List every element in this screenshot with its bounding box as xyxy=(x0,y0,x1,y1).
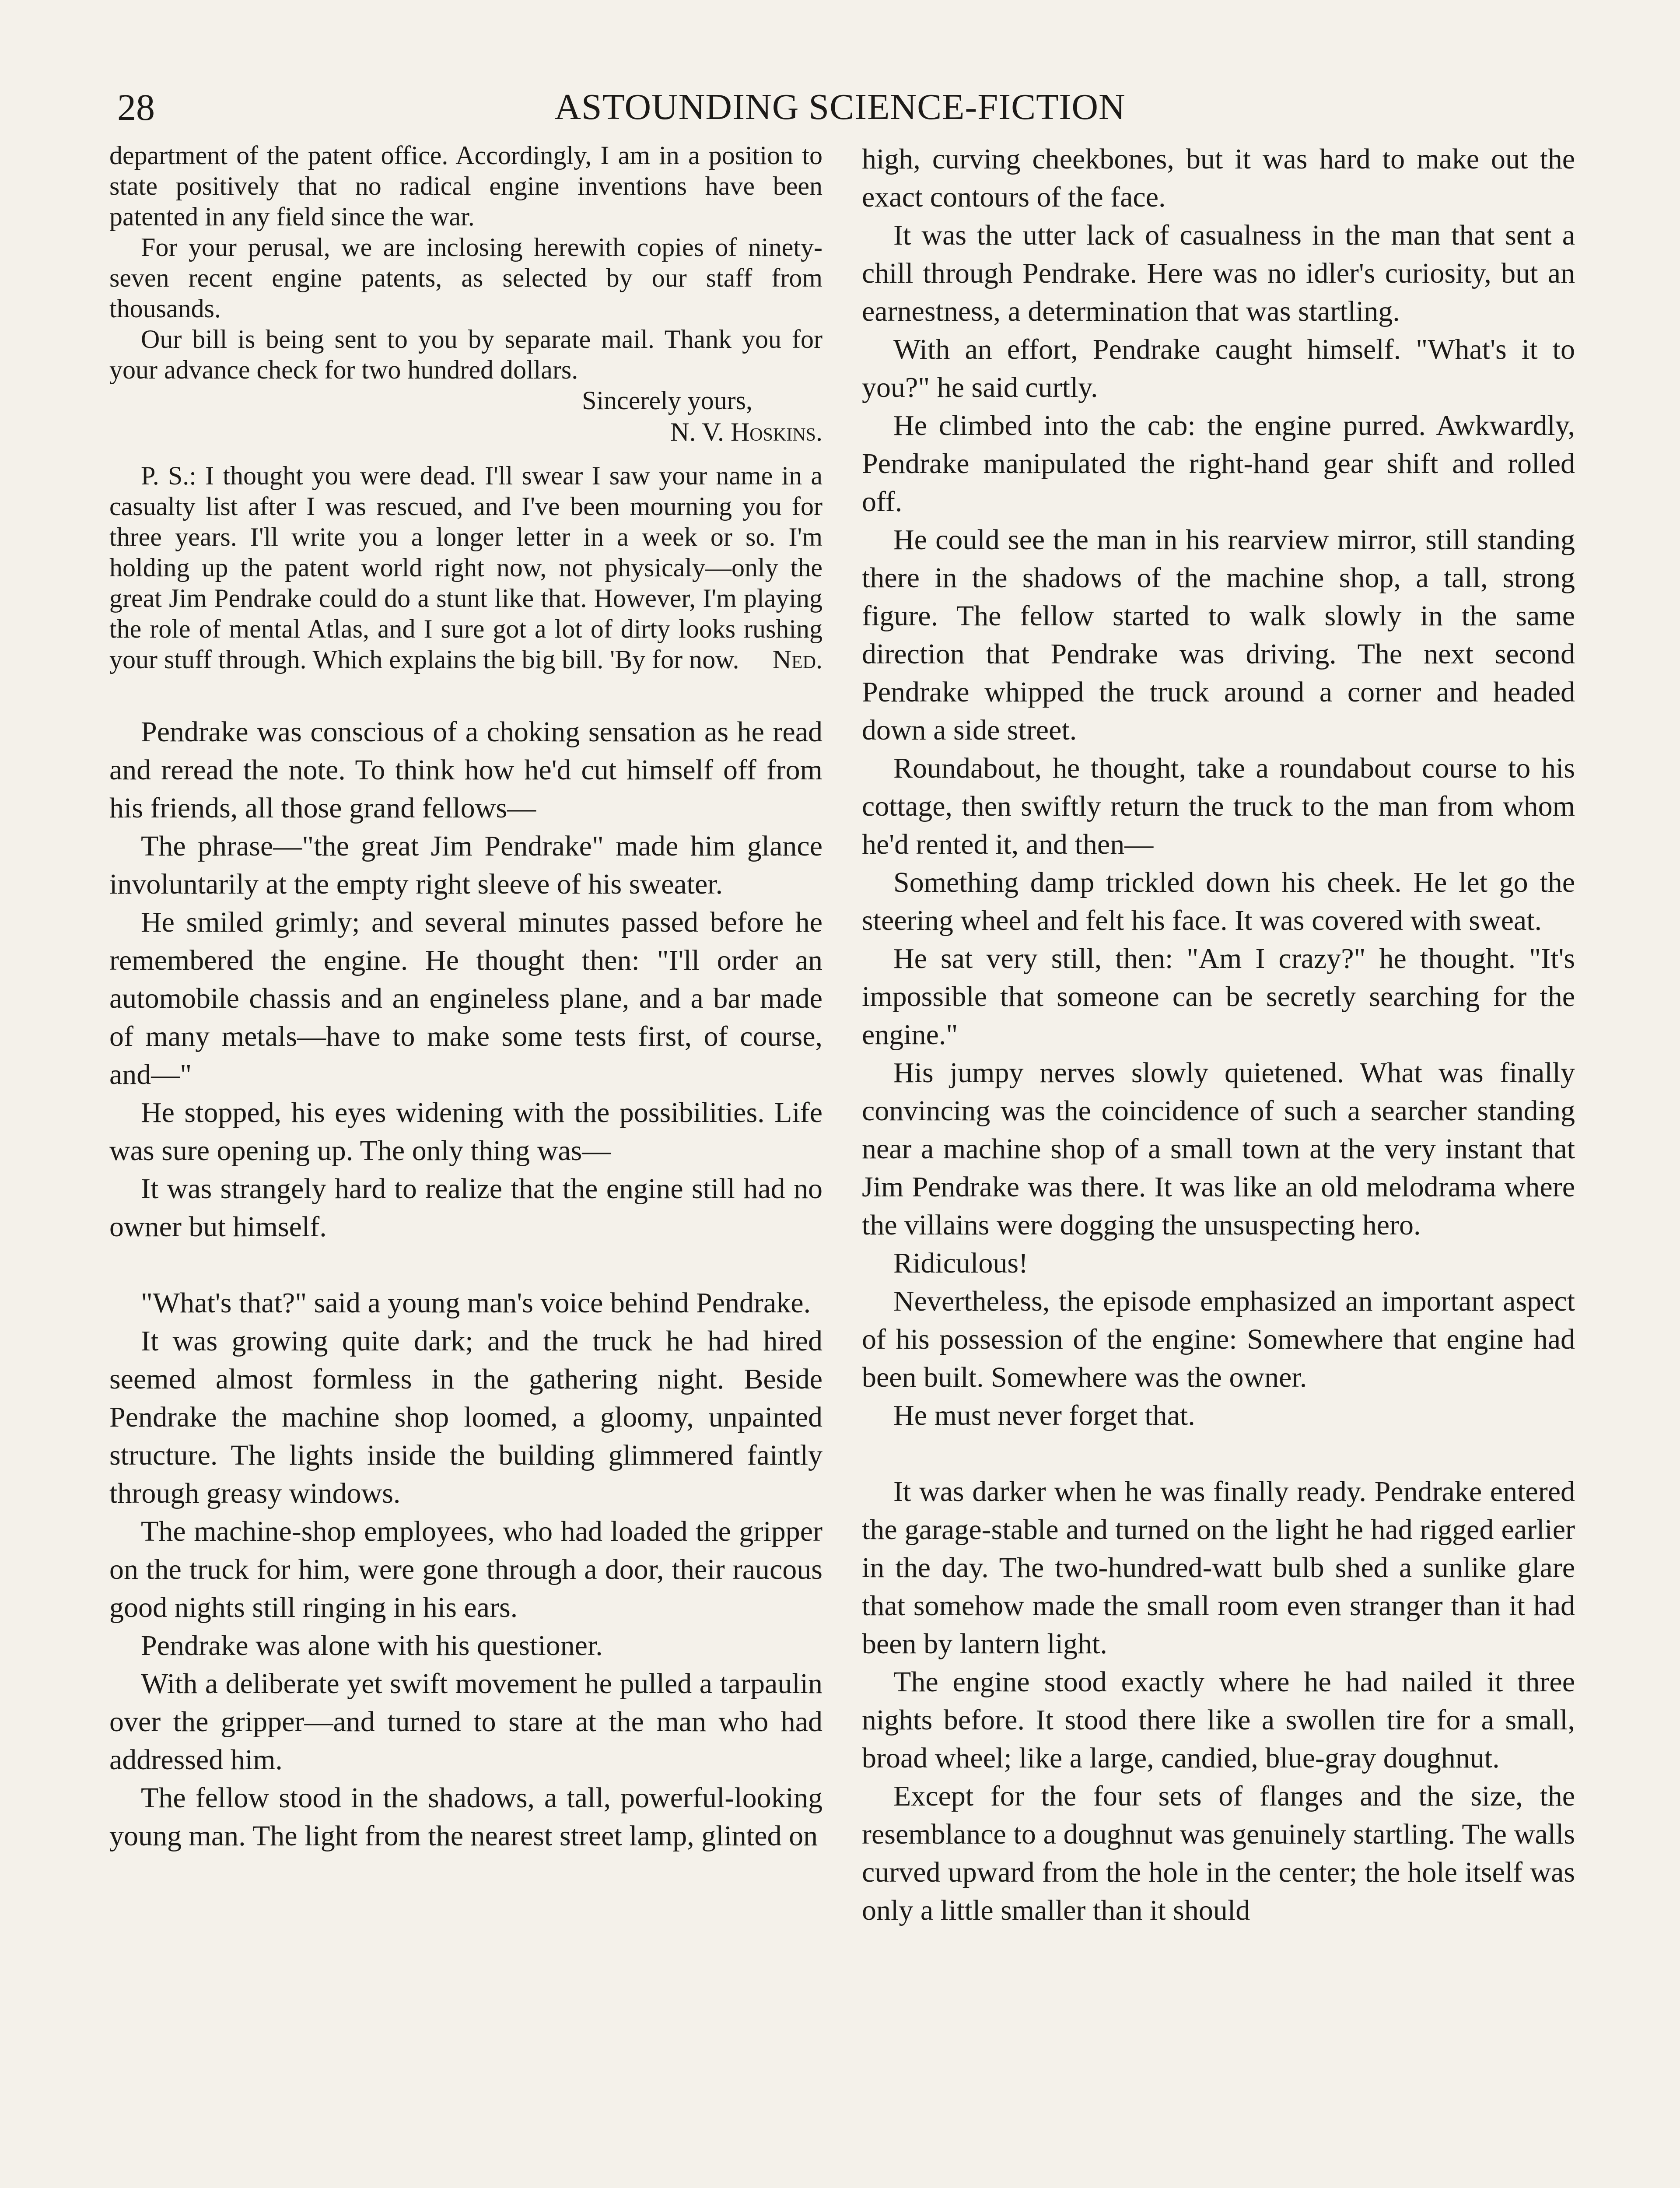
postscript-text: P. S.: I thought you were dead. I'll swear I saw your name in a casualty list after I was rescued, and I've been mourning you for three years. I'll write you a longer letter in a week or so. I'm holding up the patent world right now, not physicaly—only the great Jim Pendrake could do a stunt like that. However, I'm playing the role of mental Atlas, and I sure got a lot of dirty looks rushing your stuff through. Which explains the big bill. 'By for now. xyxy=(109,461,822,674)
paragraph: "What's that?" said a young man's voice behind Pendrake. xyxy=(141,1287,811,1319)
left-column xyxy=(109,140,822,1855)
letter-closing: Sincerely yours, xyxy=(582,386,752,415)
paragraph: The engine stood exactly where he had nailed it three nights before. It stood there like a swollen tire for a small, broad wheel; like a large, candied, blue-gray doughnut. xyxy=(862,1666,1575,1774)
paragraph: Something damp trickled down his cheek. He let go the steering wheel and felt his face. It was covered with sweat. xyxy=(862,866,1575,936)
paragraph: He smiled grimly; and several minutes passed before he remembered the engine. He thought then: "I'll order an automobile chassis and an engineless plane, and a bar made of many metals—have to make some tests first, of course, and—" xyxy=(109,906,822,1090)
paragraph: He must never forget that. xyxy=(893,1399,1195,1431)
letter-paragraph: For your perusal, we are inclosing herewith copies of ninety-seven recent engine patents, as selected by our staff from thousands. xyxy=(109,233,822,323)
paragraph: His jumpy nerves slowly quietened. What was finally convincing was the coincidence of such a searcher standing near a machine shop of a small town at the very instant that Jim Pendrake was there. It was like an old melodrama where the villains were dogging the unsuspecting hero. xyxy=(862,1057,1575,1241)
page-number: 28 xyxy=(117,86,155,128)
paragraph: He could see the man in his rearview mirror, still standing there in the shadows of the machine shop, a tall, strong figure. The fellow started to walk slowly in the same direction that Pendrake was driving. The next second Pendrake whipped the truck around a corner and headed down a side street. xyxy=(862,524,1575,746)
paragraph: He climbed into the cab: the engine purred. Awkwardly, Pendrake manipulated the right-hand gear shift and rolled off. xyxy=(862,410,1575,518)
letter-paragraph: Our bill is being sent to you by separate mail. Thank you for your advance check for two hundred dollars. xyxy=(109,325,822,384)
right-column xyxy=(862,140,1575,1929)
running-title: ASTOUNDING SCIENCE-FICTION xyxy=(554,87,1126,127)
paragraph: It was strangely hard to realize that the engine still had no owner but himself. xyxy=(109,1173,822,1243)
left-section-1 xyxy=(109,713,822,1246)
paragraph: Roundabout, he thought, take a roundabout course to his cottage, then swiftly return the truck to the man from whom he'd rented it, and then— xyxy=(862,752,1575,860)
page-header xyxy=(117,83,1563,131)
paragraph: The phrase—"the great Jim Pendrake" made him glance involuntarily at the empty right sleeve of his sweater. xyxy=(109,830,822,900)
letter-paragraph: department of the patent office. Accordingly, I am in a position to state positively that no radical engine inventions have been patented in any field since the war. xyxy=(109,141,822,231)
postscript-paragraph xyxy=(109,460,822,675)
postscript-signature: Ned. xyxy=(772,645,822,674)
paragraph: Except for the four sets of flanges and the size, the resemblance to a doughnut was genuinely startling. The walls curved upward from the hole in the center; the hole itself was only a little smaller than it should xyxy=(862,1780,1575,1926)
paragraph: Pendrake was alone with his questioner. xyxy=(141,1630,603,1662)
section-break xyxy=(109,1246,822,1284)
left-section-2 xyxy=(109,1284,822,1855)
section-break xyxy=(862,1434,1575,1473)
paragraph: It was darker when he was finally ready. Pendrake entered the garage-stable and turned on the light he had rigged earlier in the day. The two-hundred-watt bulb shed a sunlike glare that somehow made the small room even stranger than it had been by lantern light. xyxy=(862,1476,1575,1660)
paragraph: Pendrake was conscious of a choking sensation as he read and reread the note. To think how he'd cut himself off from his friends, all those grand fellows— xyxy=(109,716,822,824)
postscript xyxy=(109,460,822,675)
paragraph: The fellow stood in the shadows, a tall, powerful-looking young man. The light from the nearest street lamp, glinted on xyxy=(109,1782,822,1852)
paragraph: Ridiculous! xyxy=(893,1247,1028,1279)
paragraph: It was the utter lack of casualness in the man that sent a chill through Pendrake. Here was no idler's curiosity, but an earnestness, a determination that was startling. xyxy=(862,219,1575,327)
right-section-1 xyxy=(862,140,1575,1434)
letter-block xyxy=(109,140,822,452)
paragraph: It was growing quite dark; and the truck he had hired seemed almost formless in the gathering night. Beside Pendrake the machine shop loomed, a gloomy, unpainted structure. The lights inside the building glimmered faintly through greasy windows. xyxy=(109,1325,822,1509)
right-section-2 xyxy=(862,1473,1575,1929)
paragraph: With a deliberate yet swift movement he pulled a tarpaulin over the gripper—and turned to stare at the man who had addressed him. xyxy=(109,1668,822,1776)
paragraph: Nevertheless, the episode emphasized an important aspect of his possession of the engine: Somewhere that engine had been built. Somewhere was the owner. xyxy=(862,1285,1575,1393)
section-break xyxy=(109,675,822,713)
letter-signature: N. V. Hoskins. xyxy=(670,417,822,446)
paragraph: high, curving cheekbones, but it was hard to make out the exact contours of the face. xyxy=(862,143,1575,213)
paragraph: He sat very still, then: "Am I crazy?" he thought. "It's impossible that someone can be secretly searching for the engine." xyxy=(862,943,1575,1051)
paragraph: With an effort, Pendrake caught himself. "What's it to you?" he said curtly. xyxy=(862,333,1575,403)
paragraph: He stopped, his eyes widening with the possibilities. Life was sure opening up. The only thing was— xyxy=(109,1097,822,1167)
paragraph: The machine-shop employees, who had loaded the gripper on the truck for him, were gone through a door, their raucous good nights still ringing in his ears. xyxy=(109,1515,822,1623)
